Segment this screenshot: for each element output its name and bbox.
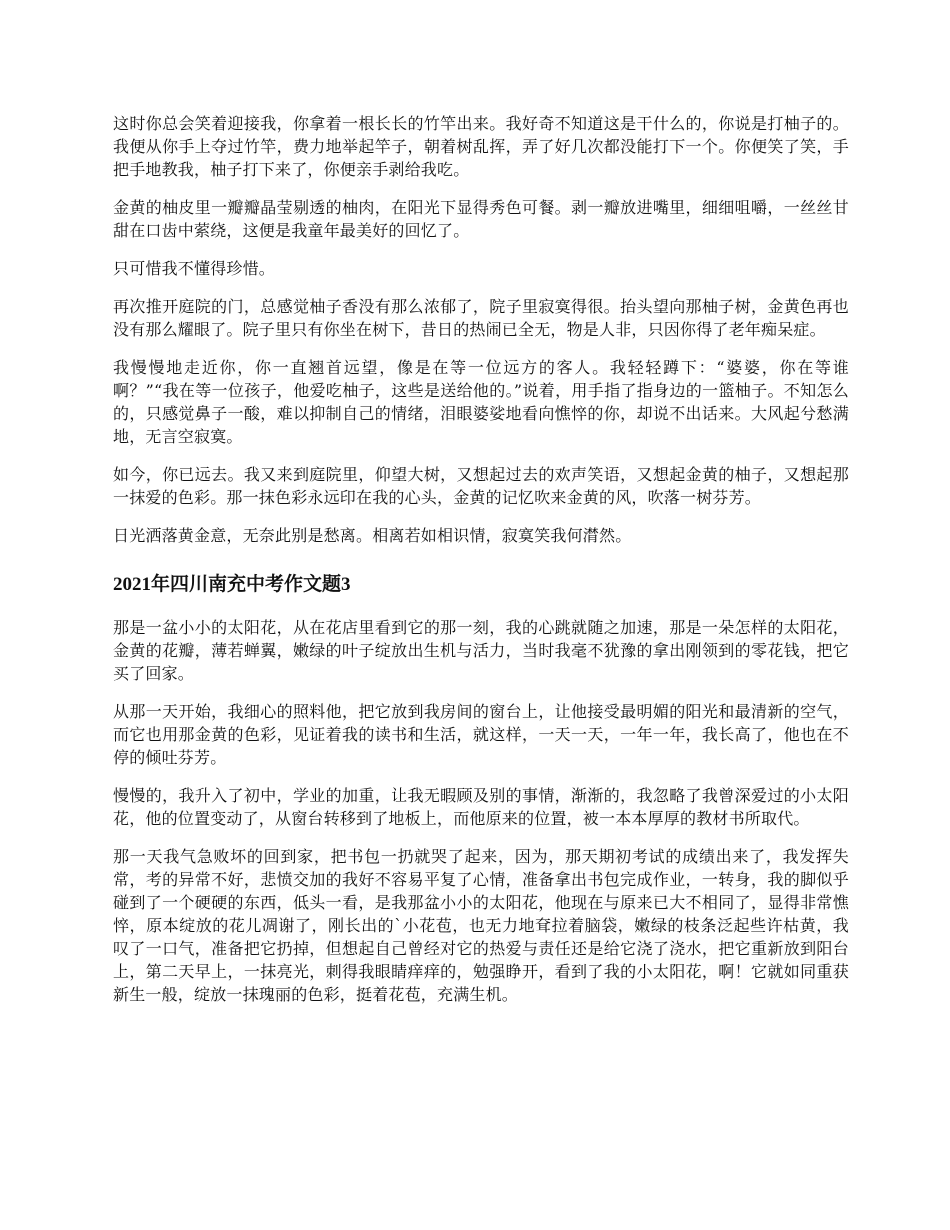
- paragraph: 如今，你已远去。我又来到庭院里，仰望大树，又想起过去的欢声笑语，又想起金黄的柚子，又想起那一抹爱的色彩。那一抹色彩永远印在我的心头，金黄的记忆吹来金黄的风，吹落一树芬芳。: [113, 465, 849, 507]
- paragraph: 慢慢的，我升入了初中，学业的加重，让我无暇顾及别的事情，渐渐的，我忽略了我曾深爱过的小太阳花，他的位置变动了，从窗台转移到了地板上，而他原来的位置，被一本本厚厚的教材书所取代。: [113, 786, 849, 828]
- paragraph: 那是一盆小小的太阳花，从在花店里看到它的那一刻，我的心跳就随之加速，那是一朵怎样的太阳花，金黄的花瓣，薄若蝉翼，嫩绿的叶子绽放出生机与活力，当时我毫不犹豫的拿出刚领到的零花钱，把它买了回家。: [113, 618, 849, 683]
- paragraph: 再次推开庭院的门，总感觉柚子香没有那么浓郁了，院子里寂寞得很。抬头望向那柚子树，金黄色再也没有那么耀眼了。院子里只有你坐在树下，昔日的热闹已全无，物是人非，只因你得了老年痴呆症。: [113, 297, 849, 339]
- paragraph: 日光洒落黄金意，无奈此别是愁离。相离若如相识情，寂寞笑我何潸然。: [113, 526, 632, 545]
- paragraph: 从那一天开始，我细心的照料他，把它放到我房间的窗台上，让他接受最明媚的阳光和最清新的空气，而它也用那金黄的色彩，见证着我的读书和生活，就这样，一天一天，一年一年，我长高了，他也在不停的倾吐芬芳。: [113, 702, 849, 767]
- paragraph: 那一天我气急败坏的回到家，把书包一扔就哭了起来，因为，那天期初考试的成绩出来了，我发挥失常，考的异常不好，悲愤交加的我好不容易平复了心情，准备拿出书包完成作业，一转身，我的脚似乎碰到了一个硬硬的东西，低头一看，是我那盆小小的太阳花，他现在与原来已大不相同了，显得非常憔悴，原本绽放的花儿凋谢了，刚长出的`小花苞，也无力地耷拉着脑袋，嫩绿的枝条泛起些许枯黄，我叹了一口气，准备把它扔掉，但想起自己曾经对它的热爱与责任还是给它浇了浇水，把它重新放到阳台上，第二天早上，一抹亮光，刺得我眼睛痒痒的，勉强睁开，看到了我的小太阳花，啊！它就如同重获新生一般，绽放一抹瑰丽的色彩，挺着花苞，充满生机。: [113, 847, 849, 1004]
- paragraph: 这时你总会笑着迎接我，你拿着一根长长的竹竿出来。我好奇不知道这是干什么的，你说是打柚子的。我便从你手上夺过竹竿，费力地举起竿子，朝着树乱挥，弄了好几次都没能打下一个。你便笑了笑，手把手地教我，柚子打下来了，你便亲手剥给我吃。: [113, 114, 849, 179]
- paragraph: 金黄的柚皮里一瓣瓣晶莹剔透的柚肉，在阳光下显得秀色可餐。剥一瓣放进嘴里，细细咀嚼，一丝丝甘甜在口齿中萦绕，这便是我童年最美好的回忆了。: [113, 198, 849, 240]
- section-heading: 2021年四川南充中考作文题3: [113, 574, 351, 595]
- document-page: [113, 112, 849, 1021]
- paragraph: 只可惜我不懂得珍惜。: [113, 259, 276, 278]
- paragraph: 我慢慢地走近你，你一直翘首远望，像是在等一位远方的客人。我轻轻蹲下：“婆婆，你在等谁啊？”“我在等一位孩子，他爱吃柚子，这些是送给他的。”说着，用手指了指身边的一篮柚子。不知怎么的，只感觉鼻子一酸，难以抑制自己的情绪，泪眼婆娑地看向憔悴的你，却说不出话来。大风起兮愁满地，无言空寂寞。: [113, 358, 849, 446]
